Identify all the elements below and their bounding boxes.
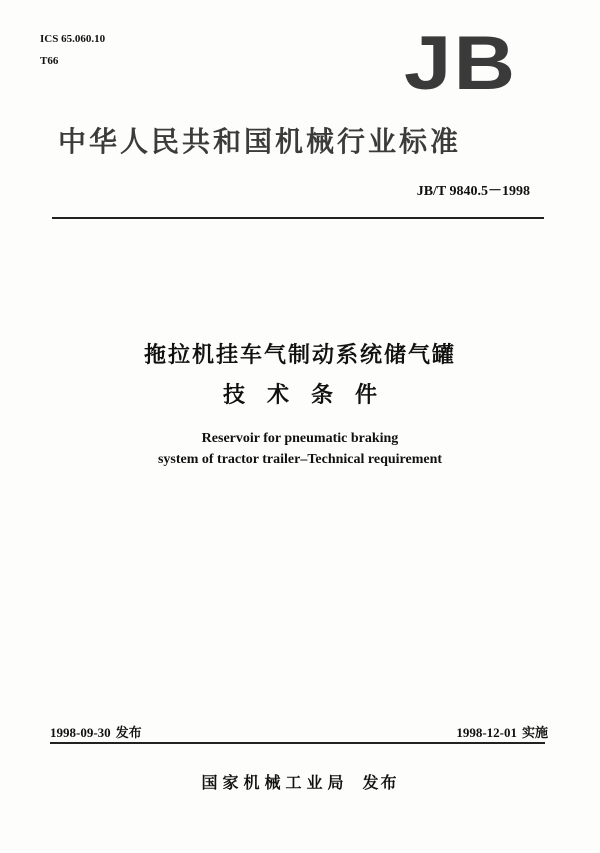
issue-date-block: [50, 722, 142, 741]
issue-label: 发布: [115, 726, 142, 741]
publisher-name: 国家机械工业局: [201, 773, 349, 792]
classification-code: T66: [40, 55, 59, 67]
top-divider: [52, 217, 544, 219]
issue-date: 1998-09-30: [50, 725, 111, 740]
implement-date: 1998-12-01: [456, 725, 517, 740]
jb-logo: JB: [404, 21, 518, 106]
english-title-line2: system of tractor trailer–Technical requirement: [157, 452, 443, 467]
implement-date-block: [456, 722, 548, 741]
standard-number: JB/T 9840.5－1998: [416, 184, 530, 199]
publisher-line: [0, 770, 600, 793]
standard-category-title: 中华人民共和国机械行业标准: [58, 125, 462, 158]
english-title-line1: Reservoir for pneumatic braking: [201, 431, 399, 446]
publisher-action: 发布: [362, 773, 399, 792]
chinese-title-line2: 技术条件: [222, 383, 399, 408]
ics-code: ICS 65.060.10: [40, 33, 106, 45]
implement-label: 实施: [521, 726, 548, 741]
bottom-divider: [50, 742, 545, 744]
chinese-title-line1: 拖拉机挂车气制动系统储气罐: [143, 343, 456, 368]
